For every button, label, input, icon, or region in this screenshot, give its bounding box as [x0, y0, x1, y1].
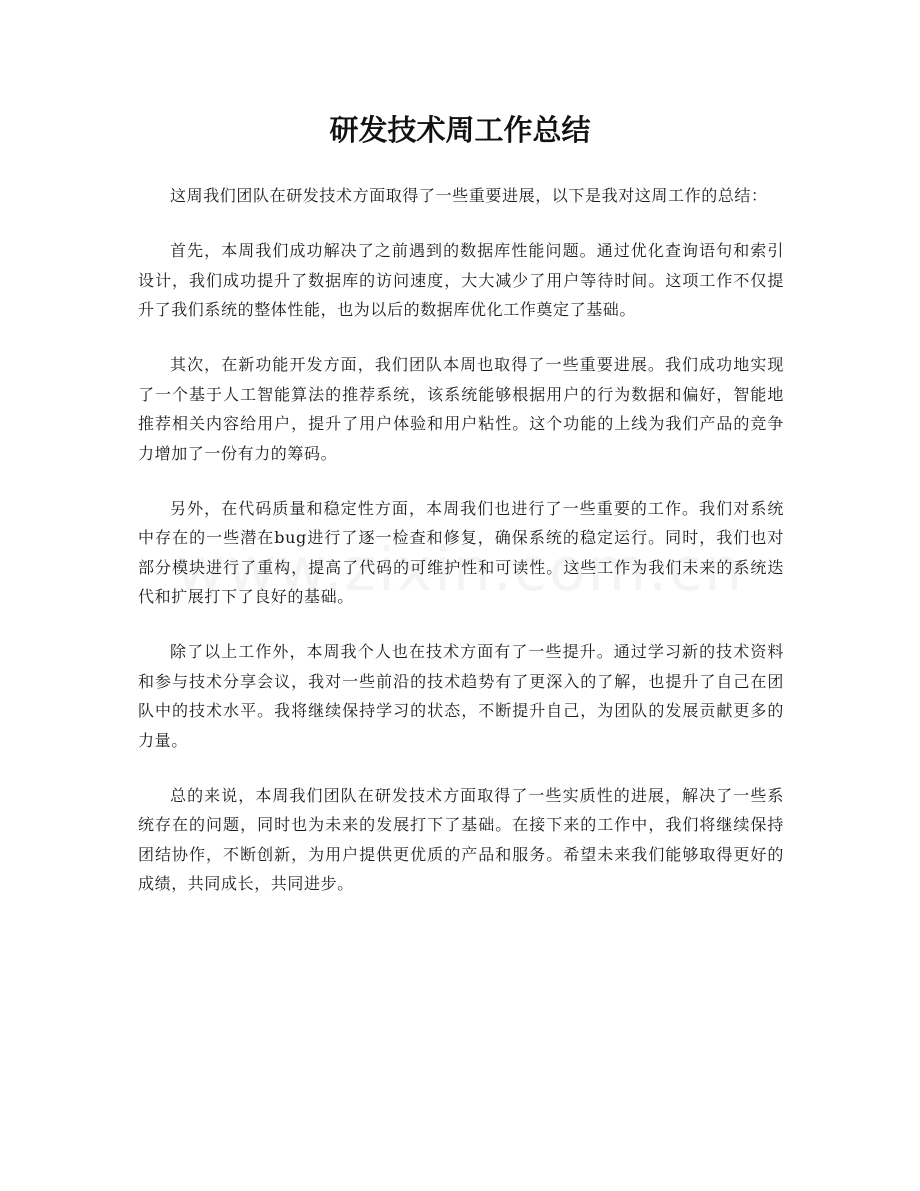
paragraph-summary: 总的来说，本周我们团队在研发技术方面取得了一些实质性的进展，解决了一些系统存在的问题，同时也为未来的发展打下了基础。在接下来的工作中，我们将继续保持团结协作，不断创新，为用户提供更优质的产品和服务。希望未来我们能够取得更好的成绩，共同成长，共同进步。 — [138, 785, 784, 893]
paragraph-intro: 这周我们团队在研发技术方面取得了一些重要进展，以下是我对这周工作的总结： — [170, 186, 768, 205]
document-title: 研发技术周工作总结 — [329, 113, 591, 147]
paragraph-database: 首先，本周我们成功解决了之前遇到的数据库性能问题。通过优化查询语句和索引设计，我们成功提升了数据库的访问速度，大大减少了用户等待时间。这项工作不仅提升了我们系统的整体性能，也为以后的数据库优化工作奠定了基础。 — [138, 241, 784, 319]
paragraph-new-features: 其次，在新功能开发方面，我们团队本周也取得了一些重要进展。我们成功地实现了一个基于人工智能算法的推荐系统，该系统能够根据用户的行为数据和偏好，智能地推荐相关内容给用户，提升了用户体验和用户粘性。这个功能的上线为我们产品的竞争力增加了一份有力的筹码。 — [138, 355, 784, 463]
paragraph-code-quality: 另外，在代码质量和稳定性方面，本周我们也进行了一些重要的工作。我们对系统中存在的一些潜在bug进行了逐一检查和修复，确保系统的稳定运行。同时，我们也对部分模块进行了重构，提高了代码的可维护性和可读性。这些工作为我们未来的系统迭代和扩展打下了良好的基础。 — [138, 498, 784, 606]
document-body — [138, 181, 784, 924]
paragraph-personal-growth: 除了以上工作外，本周我个人也在技术方面有了一些提升。通过学习新的技术资料和参与技术分享会议，我对一些前沿的技术趋势有了更深入的了解，也提升了自己在团队中的技术水平。我将继续保持学习的状态，不断提升自己，为团队的发展贡献更多的力量。 — [138, 642, 784, 750]
